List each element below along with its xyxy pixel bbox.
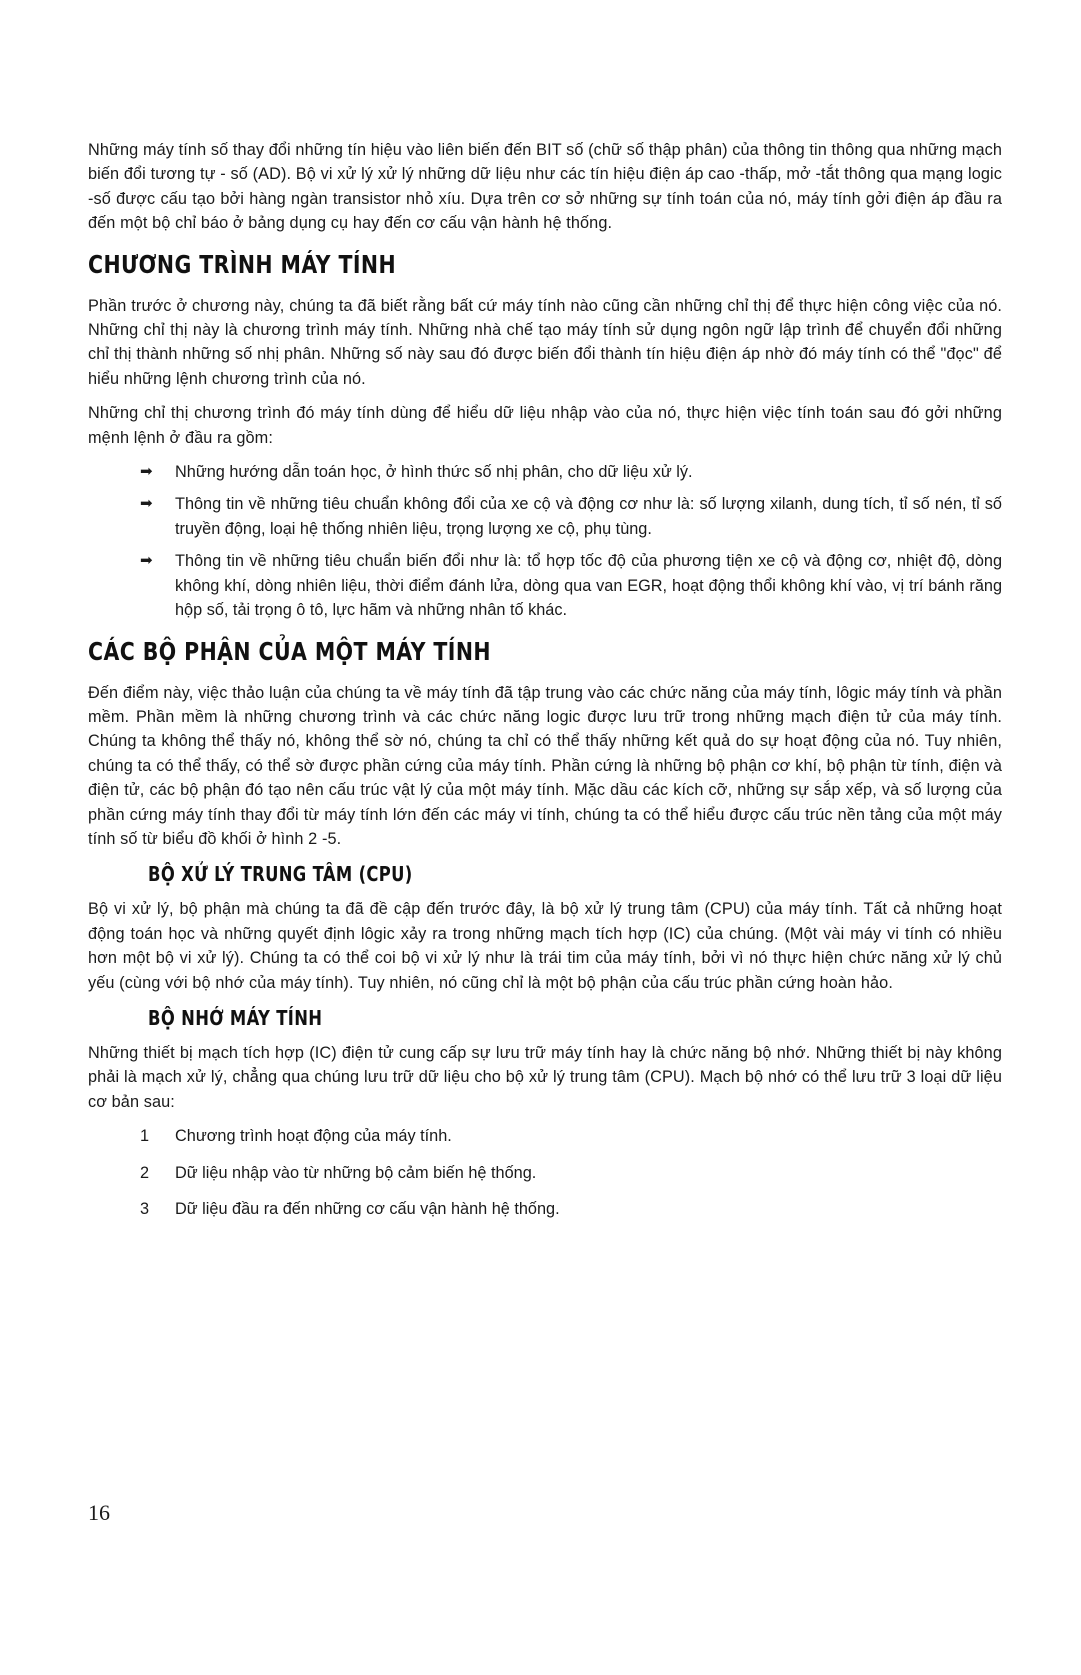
list-item-text: Những hướng dẫn toán học, ở hình thức số nhị phân, cho dữ liệu xử lý. [175, 463, 693, 482]
list-item-text: Thông tin về những tiêu chuẩn biến đổi như là: tổ hợp tốc độ của phương tiện xe cộ và động cơ, nhiệt độ, dòng không khí, dòng nhiên liệu, thời điểm đánh lửa, dòng qua van EGR, hoạt động thổi không khí vào, vị trí bánh răng hộp số, tải trọng ô tô, lực hãm và những nhân tố khác. [175, 552, 1002, 620]
list-number: 1 [140, 1127, 150, 1146]
list-item [88, 1161, 1002, 1185]
list-item-text: Thông tin về những tiêu chuẩn không đổi của xe cộ và động cơ như là: số lượng xilanh, dung tích, tỉ số nén, tỉ số truyền động, loại hệ thống nhiên liệu, trọng lượng xe cộ, phụ tùng. [175, 495, 1002, 538]
list-item [88, 1197, 1002, 1221]
page-content [88, 138, 1002, 1233]
arrow-bullet-icon: ➡ [140, 552, 153, 570]
heading-computer-parts: CÁC BỘ PHẬN CỦA MỘT MÁY TÍNH [88, 636, 491, 666]
heading-computer-program: CHƯƠNG TRÌNH MÁY TÍNH [88, 249, 397, 279]
list-item [88, 460, 1002, 484]
list-item-text: Chương trình hoạt động của máy tính. [175, 1127, 452, 1146]
arrow-bullet-icon: ➡ [140, 495, 153, 513]
list-item-text: Dữ liệu nhập vào từ những bộ cảm biến hệ thống. [175, 1163, 537, 1182]
paragraph-parts: Đến điểm này, việc thảo luận của chúng ta về máy tính đã tập trung vào các chức năng của máy tính, lôgic máy tính và phần mềm. Phần mềm là những chương trình và các chức năng logic được lưu trữ trong những mạch điện tử của máy tính. Chúng ta không thể thấy nó, không thể sờ nó, chúng ta chỉ có thể thấy những kết quả do sự hoạt động của nó. Tuy nhiên, chúng ta có thể thấy, có thể sờ được phần cứng của máy tính. Phần cứng là những bộ phận cơ khí, bộ phận từ tính, điện và điện tử, các bộ phận đó tạo nên cấu trúc vật lý của một máy tính. Mặc dầu các kích cỡ, những sự sắp xếp, và số lượng của phần cứng máy tính thay đổi từ máy tính lớn đến các máy vi tính, chúng ta có thể hiểu được cấu trúc nền tảng của một máy tính số từ biểu đồ khối ở hình 2 -5. [88, 683, 1002, 848]
list-item [88, 549, 1002, 622]
paragraph-intro: Những máy tính số thay đổi những tín hiệu vào liên biến đến BIT số (chữ số thập phân) của thông tin thông qua những mạch biến đổi tương tự - số (AD). Bộ vi xử lý xử lý những dữ liệu như các tín hiệu điện áp cao -thấp, mở -tắt thông qua mạng logic -số được cấu tạo bởi hàng ngàn transistor nhỏ xíu. Dựa trên cơ sở những sự tính toán của nó, máy tính gởi điện áp đầu ra đến một bộ chỉ báo ở bảng dụng cụ hay đến cơ cấu vận hành hệ thống. [88, 141, 1002, 233]
paragraph-program-2: Những chỉ thị chương trình đó máy tính dùng để hiểu dữ liệu nhập vào của nó, thực hiện việc tính toán sau đó gởi những mệnh lệnh ở đầu ra gồm: [88, 404, 1002, 447]
page-number: 16 [88, 1500, 110, 1525]
list-item [88, 1124, 1002, 1148]
list-number: 2 [140, 1163, 150, 1182]
list-item-text: Dữ liệu đầu ra đến những cơ cấu vận hành hệ thống. [175, 1200, 560, 1218]
arrow-list [88, 460, 1002, 622]
paragraph-cpu: Bộ vi xử lý, bộ phận mà chúng ta đã đề cập đến trước đây, là bộ xử lý trung tâm (CPU) của máy tính. Tất cả những hoạt động toán học và những quyết định lôgic xảy ra trong những mạch tích hợp (IC) của chúng. (Một vài máy vi tính có nhiều hơn một bộ vi xử lý). Chúng ta có thể coi bộ vi xử lý như là trái tim của máy tính, bởi vì nó thực hiện chức năng xử lý chủ yếu (cùng với bộ nhớ của máy tính). Tuy nhiên, nó cũng chỉ là một bộ phận của cấu trúc phần cứng hoàn hảo. [88, 900, 1002, 992]
paragraph-program-1: Phần trước ở chương này, chúng ta đã biết rằng bất cứ máy tính nào cũng cần những chỉ thị để thực hiện công việc của nó. Những chỉ thị này là chương trình máy tính. Những nhà chế tạo máy tính sử dụng ngôn ngữ lập trình để chuyển đổi những chỉ thị thành những số nhị phân. Những số này sau đó được biến đổi thành tín hiệu điện áp nhờ đó máy tính có thể "đọc" để hiểu những lệnh chương trình của nó. [88, 296, 1002, 388]
paragraph-memory: Những thiết bị mạch tích hợp (IC) điện tử cung cấp sự lưu trữ máy tính hay là chức năng bộ nhớ. Những thiết bị này không phải là mạch xử lý, chẳng qua chúng lưu trữ dữ liệu cho bộ xử lý trung tâm (CPU). Mạch bộ nhớ có thể lưu trữ 3 loại dữ liệu cơ bản sau: [88, 1043, 1002, 1111]
heading-memory: BỘ NHỚ MÁY TÍNH [148, 1005, 323, 1030]
arrow-bullet-icon: ➡ [140, 463, 153, 481]
numbered-list [88, 1124, 1002, 1221]
list-item [88, 492, 1002, 541]
list-number: 3 [140, 1200, 150, 1218]
heading-cpu: BỘ XỬ LÝ TRUNG TÂM (CPU) [148, 862, 413, 887]
